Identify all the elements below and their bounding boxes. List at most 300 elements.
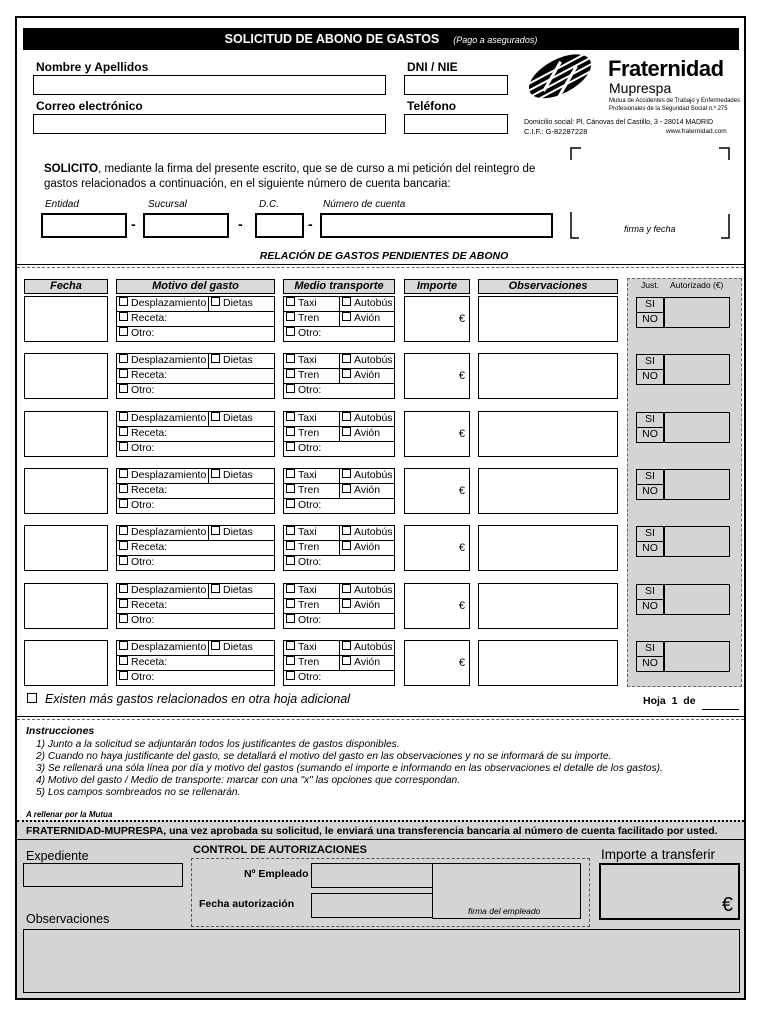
extra-sheet-label: Existen más gastos relacionados en otra hoja adicional	[45, 692, 351, 706]
checkbox-icon	[286, 656, 295, 665]
avion-option[interactable]	[339, 540, 395, 556]
autobus-option[interactable]	[339, 525, 395, 541]
empleado-field	[311, 863, 433, 888]
desplazamiento-option[interactable]	[116, 296, 209, 312]
importe-euro: €	[721, 894, 733, 916]
checkbox-icon	[119, 412, 128, 421]
no-option: NO	[636, 656, 664, 672]
checkbox-icon	[342, 526, 351, 535]
checkbox-icon	[119, 584, 128, 593]
observaciones-input[interactable]	[478, 411, 618, 457]
phone-label: Teléfono	[407, 99, 457, 113]
no-option: NO	[636, 484, 664, 500]
otro-label: Otro:	[298, 556, 322, 568]
dietas-option[interactable]	[208, 411, 275, 427]
name-input[interactable]	[33, 75, 386, 95]
autorizado-amount	[664, 526, 730, 557]
euro-sign: €	[458, 313, 465, 325]
desplazamiento-option[interactable]	[116, 525, 209, 541]
autorizado-amount	[664, 641, 730, 672]
checkbox-icon	[286, 584, 295, 593]
checkbox-icon	[286, 556, 295, 565]
observaciones-input[interactable]	[478, 468, 618, 514]
dietas-option[interactable]	[208, 583, 275, 599]
checkbox-icon	[211, 584, 220, 593]
checkbox-icon	[342, 354, 351, 363]
observaciones-input[interactable]	[478, 525, 618, 571]
taxi-label: Taxi	[298, 641, 317, 653]
desplazamiento-label: Desplazamiento	[131, 469, 207, 481]
otro-medio-option[interactable]	[283, 555, 395, 571]
instruction-item: 2) Cuando no haya justificante del gasto, se detallará el motivo del gasto en las observaciones y no se informará de su importe.	[36, 751, 612, 762]
checkbox-icon	[119, 541, 128, 550]
receta-option[interactable]	[116, 483, 275, 499]
autorizado-amount	[664, 297, 730, 328]
checkbox-icon	[119, 297, 128, 306]
taxi-option[interactable]	[283, 296, 340, 312]
request-text2: gastos relacionados a continuación, en el siguiente número de cuenta bancaria:	[44, 178, 451, 190]
phone-input[interactable]	[404, 114, 508, 134]
receta-option[interactable]	[116, 311, 275, 327]
receta-label: Receta:	[131, 312, 168, 324]
receta-option[interactable]	[116, 598, 275, 614]
checkbox-icon	[342, 599, 351, 608]
checkbox-icon	[286, 641, 295, 650]
autobus-label: Autobús	[354, 641, 393, 653]
si-option: SI	[636, 526, 664, 542]
checkbox-icon	[286, 427, 295, 436]
entidad-input[interactable]	[41, 213, 127, 238]
taxi-label: Taxi	[298, 526, 317, 538]
otro-label: Otro:	[131, 499, 155, 511]
euro-sign: €	[458, 370, 465, 382]
instruction-item: 3) Se rellenará una sóla línea por día y motivo del gastos (sumando el importe e informando en las observaciones el detalle de los gastos).	[36, 763, 663, 774]
mutua-statement: FRATERNIDAD-MUPRESPA, una vez aprobada su solicitud, le enviará una transferencia bancaria al número de cuenta facilitado por usted.	[26, 825, 718, 837]
autobus-label: Autobús	[354, 354, 393, 366]
avion-option[interactable]	[339, 655, 395, 671]
dietas-label: Dietas	[223, 526, 253, 538]
otro-motivo-option[interactable]	[116, 670, 275, 686]
receta-label: Receta:	[131, 484, 168, 496]
importe-transferir-field	[599, 863, 740, 920]
instructions-list	[36, 739, 663, 799]
si-option: SI	[636, 412, 664, 428]
avion-label: Avión	[354, 427, 381, 439]
checkbox-icon	[342, 312, 351, 321]
euro-sign: €	[458, 428, 465, 440]
tren-option[interactable]	[283, 368, 340, 384]
si-option: SI	[636, 354, 664, 370]
request-text1: , mediante la firma del presente escrito, que se de curso a mi petición del reintegro de	[98, 163, 536, 175]
otro-label: Otro:	[298, 327, 322, 339]
no-option: NO	[636, 599, 664, 615]
checkbox-icon	[119, 312, 128, 321]
col-observaciones: Observaciones	[478, 279, 618, 294]
dietas-option[interactable]	[208, 525, 275, 541]
mutua-label: A rellenar por la Mutua	[26, 810, 113, 819]
divider-instructions-dashed	[17, 719, 744, 720]
dietas-label: Dietas	[223, 469, 253, 481]
fecha-input[interactable]	[24, 296, 108, 342]
fraternidad-logo-icon	[523, 54, 599, 102]
checkbox-icon	[211, 469, 220, 478]
form-title: SOLICITUD DE ABONO DE GASTOS	[224, 32, 440, 46]
checkbox-icon	[286, 442, 295, 451]
brand-web: www.fraternidad.com	[666, 128, 727, 135]
tren-option[interactable]	[283, 311, 340, 327]
checkbox-icon	[286, 354, 295, 363]
no-option: NO	[636, 312, 664, 328]
checkbox-icon	[342, 369, 351, 378]
otro-label: Otro:	[131, 442, 155, 454]
taxi-label: Taxi	[298, 469, 317, 481]
autobus-label: Autobús	[354, 297, 393, 309]
importe-input[interactable]	[404, 525, 470, 571]
otro-motivo-option[interactable]	[116, 555, 275, 571]
fecha-input[interactable]	[24, 353, 108, 399]
desplazamiento-option[interactable]	[116, 583, 209, 599]
hoja-number: 1	[671, 695, 678, 707]
checkbox-icon	[342, 484, 351, 493]
firma-label: firma y fecha	[624, 224, 676, 234]
checkbox-icon	[342, 412, 351, 421]
otro-motivo-option[interactable]	[116, 498, 275, 514]
request-text	[44, 162, 564, 192]
fecha-input[interactable]	[24, 411, 108, 457]
expediente-field	[23, 863, 183, 887]
checkbox-icon	[286, 297, 295, 306]
tren-option[interactable]	[283, 598, 340, 614]
otro-motivo-option[interactable]	[116, 383, 275, 399]
checkbox-icon	[119, 499, 128, 508]
checkbox-icon	[286, 327, 295, 336]
empleado-label: Nº Empleado	[244, 868, 309, 880]
no-option: NO	[636, 541, 664, 557]
checkbox-icon	[211, 526, 220, 535]
cuenta-label: Número de cuenta	[323, 199, 406, 210]
autobus-option[interactable]	[339, 468, 395, 484]
si-option: SI	[636, 584, 664, 600]
autobus-label: Autobús	[354, 584, 393, 596]
importe-input[interactable]	[404, 296, 470, 342]
desplazamiento-label: Desplazamiento	[131, 641, 207, 653]
sucursal-input[interactable]	[143, 213, 229, 238]
checkbox-icon	[286, 499, 295, 508]
divider-dashed	[17, 267, 744, 268]
otro-medio-option[interactable]	[283, 326, 395, 342]
otro-label: Otro:	[298, 499, 322, 511]
hoja-label	[643, 695, 696, 707]
taxi-option[interactable]	[283, 583, 340, 599]
otro-label: Otro:	[298, 614, 322, 626]
autobus-option[interactable]	[339, 640, 395, 656]
importe-input[interactable]	[404, 640, 470, 686]
tren-label: Tren	[298, 656, 320, 668]
checkbox-icon	[286, 614, 295, 623]
expediente-label: Expediente	[26, 849, 89, 863]
tren-option[interactable]	[283, 655, 340, 671]
dietas-label: Dietas	[223, 354, 253, 366]
entidad-label: Entidad	[45, 199, 79, 210]
avion-option[interactable]	[339, 598, 395, 614]
receta-option[interactable]	[116, 655, 275, 671]
hoja-total-line[interactable]	[702, 709, 739, 710]
tren-label: Tren	[298, 427, 320, 439]
checkbox-icon	[286, 599, 295, 608]
observaciones-label: Observaciones	[26, 912, 110, 926]
dietas-label: Dietas	[223, 641, 253, 653]
si-option: SI	[636, 641, 664, 657]
fecha-input[interactable]	[24, 468, 108, 514]
checkbox-icon	[119, 671, 128, 680]
desplazamiento-option[interactable]	[116, 353, 209, 369]
tren-label: Tren	[298, 599, 320, 611]
observaciones-mutua-field	[23, 929, 740, 993]
dietas-label: Dietas	[223, 412, 253, 424]
dash-1: -	[131, 216, 136, 232]
autobus-label: Autobús	[354, 412, 393, 424]
otro-label: Otro:	[131, 614, 155, 626]
receta-option[interactable]	[116, 426, 275, 442]
otro-motivo-option[interactable]	[116, 326, 275, 342]
desplazamiento-option[interactable]	[116, 640, 209, 656]
brand-line2: Profesionales de la Seguridad Social n.º 275	[609, 106, 728, 112]
otro-label: Otro:	[298, 671, 322, 683]
receta-label: Receta:	[131, 427, 168, 439]
dc-label: D.C.	[259, 199, 279, 210]
otro-label: Otro:	[298, 384, 322, 396]
dc-input[interactable]	[255, 213, 304, 238]
desplazamiento-label: Desplazamiento	[131, 354, 207, 366]
autorizado-amount	[664, 584, 730, 615]
divider-instructions	[17, 716, 744, 717]
checkbox-icon	[342, 641, 351, 650]
brand-cif: C.I.F.: G-82287228	[524, 127, 588, 136]
taxi-option[interactable]	[283, 468, 340, 484]
checkbox-icon	[119, 384, 128, 393]
checkbox-icon	[342, 541, 351, 550]
autobus-option[interactable]	[339, 583, 395, 599]
checkbox-icon	[211, 297, 220, 306]
col-importe: Importe	[404, 279, 470, 294]
avion-option[interactable]	[339, 368, 395, 384]
cuenta-input[interactable]	[320, 213, 553, 238]
observaciones-input[interactable]	[478, 353, 618, 399]
avion-label: Avión	[354, 599, 381, 611]
otro-label: Otro:	[298, 442, 322, 454]
checkbox-icon	[286, 384, 295, 393]
si-option: SI	[636, 297, 664, 313]
checkbox-icon	[119, 442, 128, 451]
instruction-item: 4) Motivo del gasto / Medio de transporte: marcar con una "x" las opciones que correspondan.	[36, 775, 461, 786]
tren-label: Tren	[298, 541, 320, 553]
checkbox-icon	[119, 526, 128, 535]
otro-medio-option[interactable]	[283, 383, 395, 399]
taxi-option[interactable]	[283, 411, 340, 427]
euro-sign: €	[458, 542, 465, 554]
dietas-option[interactable]	[208, 353, 275, 369]
dietas-label: Dietas	[223, 297, 253, 309]
col-just: Just.	[641, 280, 659, 290]
checkbox-icon	[119, 469, 128, 478]
hoja-word: Hoja	[643, 695, 666, 707]
autorizado-amount	[664, 354, 730, 385]
firma-empleado-label: firma del empleado	[468, 906, 541, 916]
taxi-option[interactable]	[283, 525, 340, 541]
taxi-label: Taxi	[298, 412, 317, 424]
brand-address: Domicilio social: Pl. Cánovas del Castillo, 3 - 28014 MADRID	[524, 119, 714, 126]
col-motivo: Motivo del gasto	[116, 279, 275, 294]
otro-motivo-option[interactable]	[116, 441, 275, 457]
desplazamiento-label: Desplazamiento	[131, 412, 207, 424]
otro-label: Otro:	[131, 671, 155, 683]
receta-label: Receta:	[131, 369, 168, 381]
instructions-title: Instrucciones	[26, 725, 95, 737]
instruction-item: 5) Los campos sombreados no se rellenarán.	[36, 787, 241, 798]
avion-option[interactable]	[339, 311, 395, 327]
desplazamiento-label: Desplazamiento	[131, 297, 207, 309]
checkbox-icon	[119, 354, 128, 363]
importe-input[interactable]	[404, 353, 470, 399]
fecha-aut-label: Fecha autorización	[199, 898, 295, 910]
dash-3: -	[308, 216, 313, 232]
checkbox-icon	[286, 484, 295, 493]
tren-label: Tren	[298, 369, 320, 381]
dietas-option[interactable]	[208, 640, 275, 656]
autobus-label: Autobús	[354, 469, 393, 481]
tren-label: Tren	[298, 484, 320, 496]
taxi-label: Taxi	[298, 354, 317, 366]
taxi-option[interactable]	[283, 353, 340, 369]
brand-sub: Muprespa	[609, 80, 672, 96]
checkbox-icon	[211, 354, 220, 363]
mutua-statement-line	[17, 839, 744, 840]
autobus-option[interactable]	[339, 411, 395, 427]
checkbox-icon	[211, 641, 220, 650]
brand-name: Fraternidad	[608, 56, 724, 81]
importe-input[interactable]	[404, 411, 470, 457]
checkbox-icon	[119, 484, 128, 493]
no-option: NO	[636, 369, 664, 385]
fecha-input[interactable]	[24, 640, 108, 686]
form-title-bar	[23, 28, 739, 50]
observaciones-input[interactable]	[478, 296, 618, 342]
tren-option[interactable]	[283, 426, 340, 442]
avion-label: Avión	[354, 369, 381, 381]
email-input[interactable]	[33, 114, 386, 134]
taxi-label: Taxi	[298, 297, 317, 309]
checkbox-icon	[342, 469, 351, 478]
dietas-option[interactable]	[208, 296, 275, 312]
form-subtitle: (Pago a asegurados)	[453, 35, 538, 45]
checkbox-icon	[286, 526, 295, 535]
otro-label: Otro:	[131, 556, 155, 568]
checkbox-icon	[286, 369, 295, 378]
checkbox-icon	[342, 656, 351, 665]
checkbox-icon	[119, 614, 128, 623]
euro-sign: €	[458, 657, 465, 669]
avion-label: Avión	[354, 484, 381, 496]
avion-option[interactable]	[339, 483, 395, 499]
email-label: Correo electrónico	[36, 99, 143, 113]
checkbox-icon	[211, 412, 220, 421]
dash-2: -	[238, 216, 243, 232]
mutua-divider	[17, 820, 744, 822]
tren-option[interactable]	[283, 483, 340, 499]
importe-input[interactable]	[404, 468, 470, 514]
dietas-label: Dietas	[223, 584, 253, 596]
dietas-option[interactable]	[208, 468, 275, 484]
checkbox-icon	[119, 369, 128, 378]
desplazamiento-label: Desplazamiento	[131, 584, 207, 596]
receta-label: Receta:	[131, 599, 168, 611]
checkbox-icon	[119, 641, 128, 650]
fecha-input[interactable]	[24, 583, 108, 629]
fecha-aut-field	[311, 893, 433, 918]
si-option: SI	[636, 469, 664, 485]
receta-option[interactable]	[116, 540, 275, 556]
otro-label: Otro:	[131, 384, 155, 396]
checkbox-icon	[119, 556, 128, 565]
col-autorizado: Autorizado (€)	[670, 280, 724, 290]
avion-option[interactable]	[339, 426, 395, 442]
tren-option[interactable]	[283, 540, 340, 556]
checkbox-icon	[286, 312, 295, 321]
checkbox-icon	[286, 541, 295, 550]
desplazamiento-label: Desplazamiento	[131, 526, 207, 538]
no-option: NO	[636, 427, 664, 443]
fecha-input[interactable]	[24, 525, 108, 571]
checkbox-icon	[286, 469, 295, 478]
desplazamiento-option[interactable]	[116, 411, 209, 427]
importe-input[interactable]	[404, 583, 470, 629]
taxi-option[interactable]	[283, 640, 340, 656]
autobus-option[interactable]	[339, 296, 395, 312]
autorizado-amount	[664, 412, 730, 443]
receta-option[interactable]	[116, 368, 275, 384]
name-label: Nombre y Apellidos	[36, 60, 149, 74]
checkbox-icon	[119, 427, 128, 436]
otro-medio-option[interactable]	[283, 441, 395, 457]
checkbox-icon	[342, 427, 351, 436]
importe-transferir-label: Importe a transferir	[601, 847, 716, 862]
divider-top	[17, 264, 744, 265]
otro-medio-option[interactable]	[283, 613, 395, 629]
checkbox-icon	[119, 327, 128, 336]
desplazamiento-option[interactable]	[116, 468, 209, 484]
receta-label: Receta:	[131, 541, 168, 553]
avion-label: Avión	[354, 656, 381, 668]
relation-title: RELACIÓN DE GASTOS PENDIENTES DE ABONO	[259, 250, 509, 262]
observaciones-input[interactable]	[478, 583, 618, 629]
otro-medio-option[interactable]	[283, 498, 395, 514]
sucursal-label: Sucursal	[148, 199, 187, 210]
extra-sheet-checkbox[interactable]	[27, 693, 37, 703]
observaciones-input[interactable]	[478, 640, 618, 686]
checkbox-icon	[342, 584, 351, 593]
otro-medio-option[interactable]	[283, 670, 395, 686]
dni-input[interactable]	[404, 75, 508, 95]
autobus-option[interactable]	[339, 353, 395, 369]
otro-label: Otro:	[131, 327, 155, 339]
checkbox-icon	[342, 297, 351, 306]
brand-line1: Mutua de Accidentes de Trabajo y Enfermedades	[609, 98, 741, 104]
checkbox-icon	[119, 656, 128, 665]
otro-motivo-option[interactable]	[116, 613, 275, 629]
request-bold: SOLICITO	[44, 163, 99, 175]
avion-label: Avión	[354, 312, 381, 324]
tren-label: Tren	[298, 312, 320, 324]
